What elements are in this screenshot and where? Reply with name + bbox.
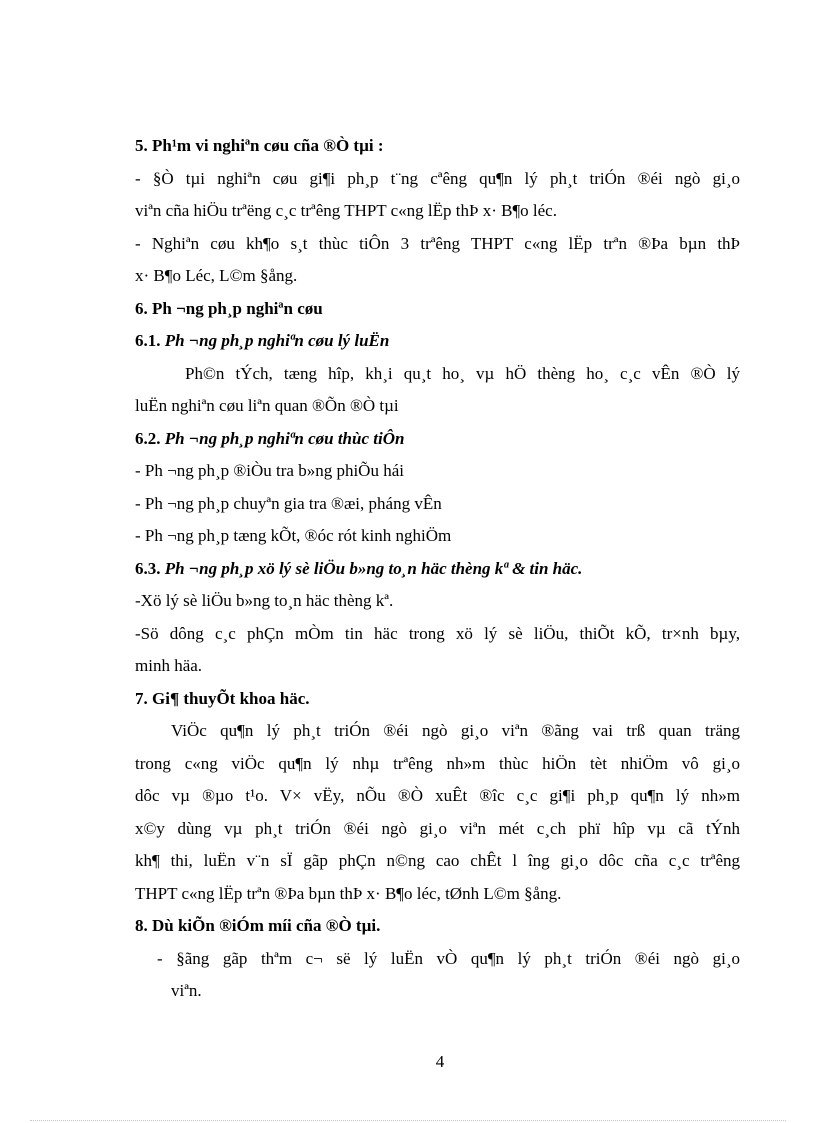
list-item: - Ph ¬ng ph¸p tæng kÕt, ®óc rót kinh nghiÖm	[135, 526, 452, 545]
paragraph-line: THPT c«ng lËp trªn ®Þa bµn thÞ x· B¶o léc, tØnh L©m §ång.	[135, 883, 562, 903]
page-number: 4	[435, 1052, 445, 1071]
list-item: - Ph ¬ng ph¸p chuyªn gia tra ®æi, pháng vÊn	[135, 493, 442, 513]
paragraph-line: - Nghiªn cøu kh¶o s¸t thùc tiÔn 3 trªêng THPT c«ng lËp trªn ®Þa bµn thÞ	[135, 233, 740, 253]
paragraph-line: luËn nghiªn cøu liªn quan ®Õn ®Ò tµi	[135, 396, 399, 415]
paragraph-line: kh¶ thi, luËn v¨n sÏ gãp phÇn n©ng cao chÊt l îng gi¸o dôc cña c¸c trªêng	[135, 851, 740, 870]
paragraph-line: minh häa.	[135, 656, 203, 675]
section-6-1-heading	[135, 325, 740, 358]
section-title: Ph ¬ng ph¸p nghiªn cøu lý luËn	[160, 331, 390, 350]
paragraph-line: ViÖc qu¶n lý ph¸t triÓn ®éi ngò gi¸o viªn ®ãng vai trß quan träng	[171, 721, 740, 740]
page-divider	[30, 1120, 786, 1121]
section-number: 6.3.	[135, 558, 161, 578]
document-body	[135, 130, 740, 1008]
paragraph-line: dôc vµ ®µo t¹o. V× vËy, nÕu ®Ò xuÊt ®îc c¸c gi¶i ph¸p qu¶n lý nh»m	[135, 786, 740, 805]
paragraph-line: trong c«ng viÖc qu¶n lý nhµ trªêng nh»m thùc hiÖn tèt nhiÖm vô gi¸o	[135, 753, 740, 773]
paragraph-line: x©y dùng vµ ph¸t triÓn ®éi ngò gi¸o viªn mét c¸ch phï hîp vµ cã tÝnh	[135, 818, 740, 838]
section-number: 6.2.	[135, 428, 161, 448]
section-8-heading: 8. Dù kiÕn ®iÓm míi cña ®Ò tµi.	[135, 916, 381, 935]
section-title: Ph ¬ng ph¸p nghiªn cøu thùc tiÔn	[160, 428, 405, 448]
list-item: - Ph ¬ng ph¸p ®iÒu tra b»ng phiÕu hái	[135, 461, 404, 480]
paragraph-line: Ph©n tÝch, tæng hîp, kh¸i qu¸t ho¸ vµ hÖ thèng ho¸ c¸c vÊn ®Ò lý	[185, 363, 740, 383]
section-title: Ph ¬ng ph¸p xö lý sè liÖu b»ng to¸n häc thèng kª & tin häc.	[160, 558, 583, 578]
list-item: -Xö lý sè liÖu b»ng to¸n häc thèng kª.	[135, 591, 394, 610]
section-6-2-heading	[135, 423, 740, 456]
section-6-heading: 6. Ph ¬ng ph¸p nghiªn cøu	[135, 298, 323, 318]
paragraph-line: viªn cña hiÖu trªëng c¸c trªêng THPT c«ng lËp thÞ x· B¶o léc.	[135, 201, 557, 220]
paragraph-line: viªn.	[171, 981, 202, 1000]
section-6-3-heading	[135, 553, 740, 586]
section-7-heading: 7. Gi¶ thuyÕt khoa häc.	[135, 688, 310, 708]
list-item: - §ãng gãp thªm c¬ së lý luËn vÒ qu¶n lý ph¸t triÓn ®éi ngò gi¸o	[157, 948, 740, 968]
section-5-heading: 5. Ph¹m vi nghiªn cøu cña ®Ò tµi :	[135, 136, 384, 155]
paragraph-line: - §Ò tµi nghiªn cøu gi¶i ph¸p t¨ng cªêng qu¶n lý ph¸t triÓn ®éi ngò gi¸o	[135, 168, 740, 188]
section-number: 6.1.	[135, 331, 161, 350]
list-item: -Sö dông c¸c phÇn mÒm tin häc trong xö lý sè liÖu, thiÕt kÕ, tr×nh bµy,	[135, 623, 740, 643]
paragraph-line: x· B¶o Léc, L©m §ång.	[135, 266, 298, 285]
